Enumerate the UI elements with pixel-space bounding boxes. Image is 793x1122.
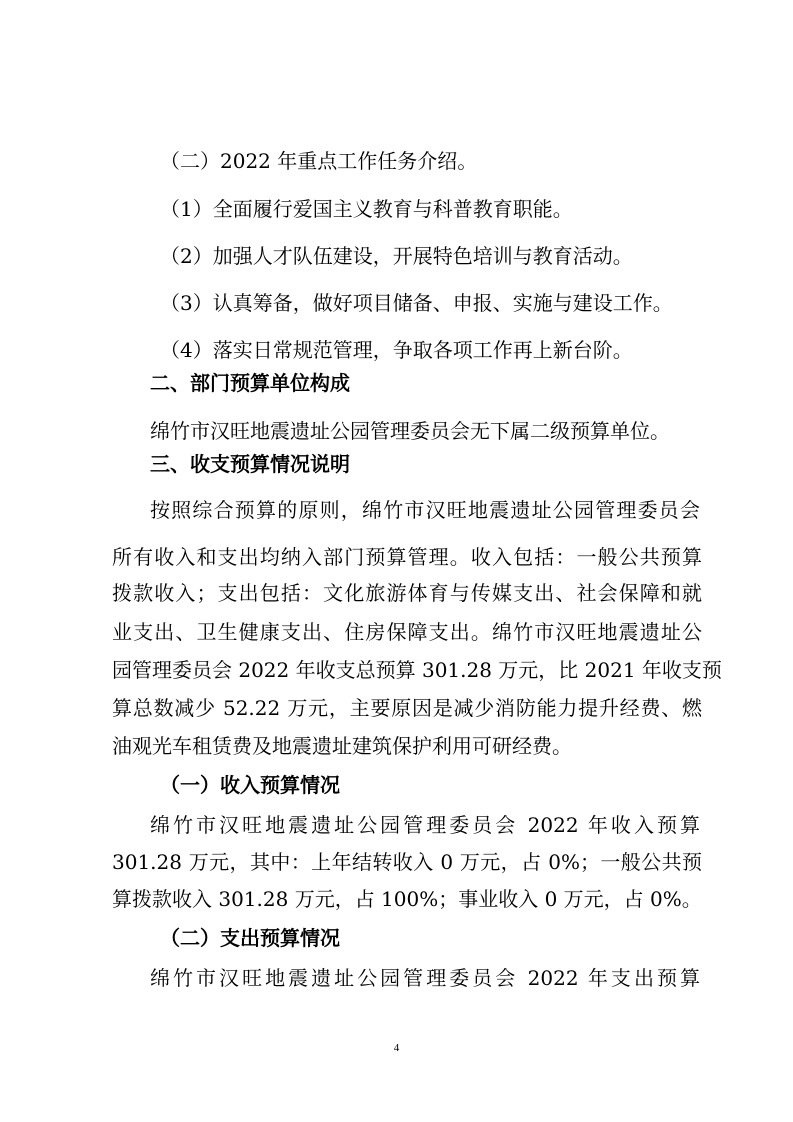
budget-paragraph-line-2: 所有收入和支出均纳入部门预算管理。收入包括：一般公共预算 [112,545,702,569]
work-task-item-1: （1）全面履行爱国主义教育与科普教育职能。 [160,197,573,221]
budget-paragraph-line-5: 园管理委员会 2022 年收支总预算 301.28 万元，比 2021 年收支预 [112,658,722,682]
work-task-intro-heading: （二）2022 年重点工作任务介绍。 [160,149,478,173]
budget-paragraph-line-3: 拨款收入；支出包括：文化旅游体育与传媒支出、社会保障和就 [112,581,702,605]
budget-paragraph-line-6: 算总数减少 52.22 万元，主要原因是减少消防能力提升经费、燃 [112,696,702,720]
work-task-item-2: （2）加强人才队伍建设，开展特色培训与教育活动。 [160,244,633,268]
income-paragraph-line-2: 301.28 万元，其中：上年结转收入 0 万元，占 0%；一般公共预 [112,850,702,874]
budget-paragraph-line-4: 业支出、卫生健康支出、住房保障支出。绵竹市汉旺地震遗址公 [112,620,702,644]
section-heading-dept-units: 二、部门预算单位构成 [150,371,350,395]
work-task-item-4: （4）落实日常规范管理，争取各项工作再上新台阶。 [160,338,633,362]
income-paragraph-line-1: 绵竹市汉旺地震遗址公园管理委员会 2022 年收入预算 [150,813,700,837]
section-heading-budget-explanation: 三、收支预算情况说明 [150,452,350,476]
income-paragraph-line-3: 算拨款收入 301.28 万元，占 100%；事业收入 0 万元，占 0%。 [112,887,702,911]
subsection-heading-expenditure: （二）支出预算情况 [160,926,340,950]
budget-paragraph-line-1: 按照综合预算的原则，绵竹市汉旺地震遗址公园管理委员会 [150,498,700,522]
expenditure-paragraph-line-1: 绵竹市汉旺地震遗址公园管理委员会 2022 年支出预算 [150,966,700,990]
page-number: 4 [393,1042,400,1054]
subsection-heading-income: （一）收入预算情况 [160,773,340,797]
work-task-item-3: （3）认真筹备，做好项目储备、申报、实施与建设工作。 [160,291,673,315]
budget-paragraph-line-7: 油观光车租赁费及地震遗址建筑保护利用可研经费。 [112,734,572,758]
dept-units-paragraph: 绵竹市汉旺地震遗址公园管理委员会无下属二级预算单位。 [150,419,670,443]
